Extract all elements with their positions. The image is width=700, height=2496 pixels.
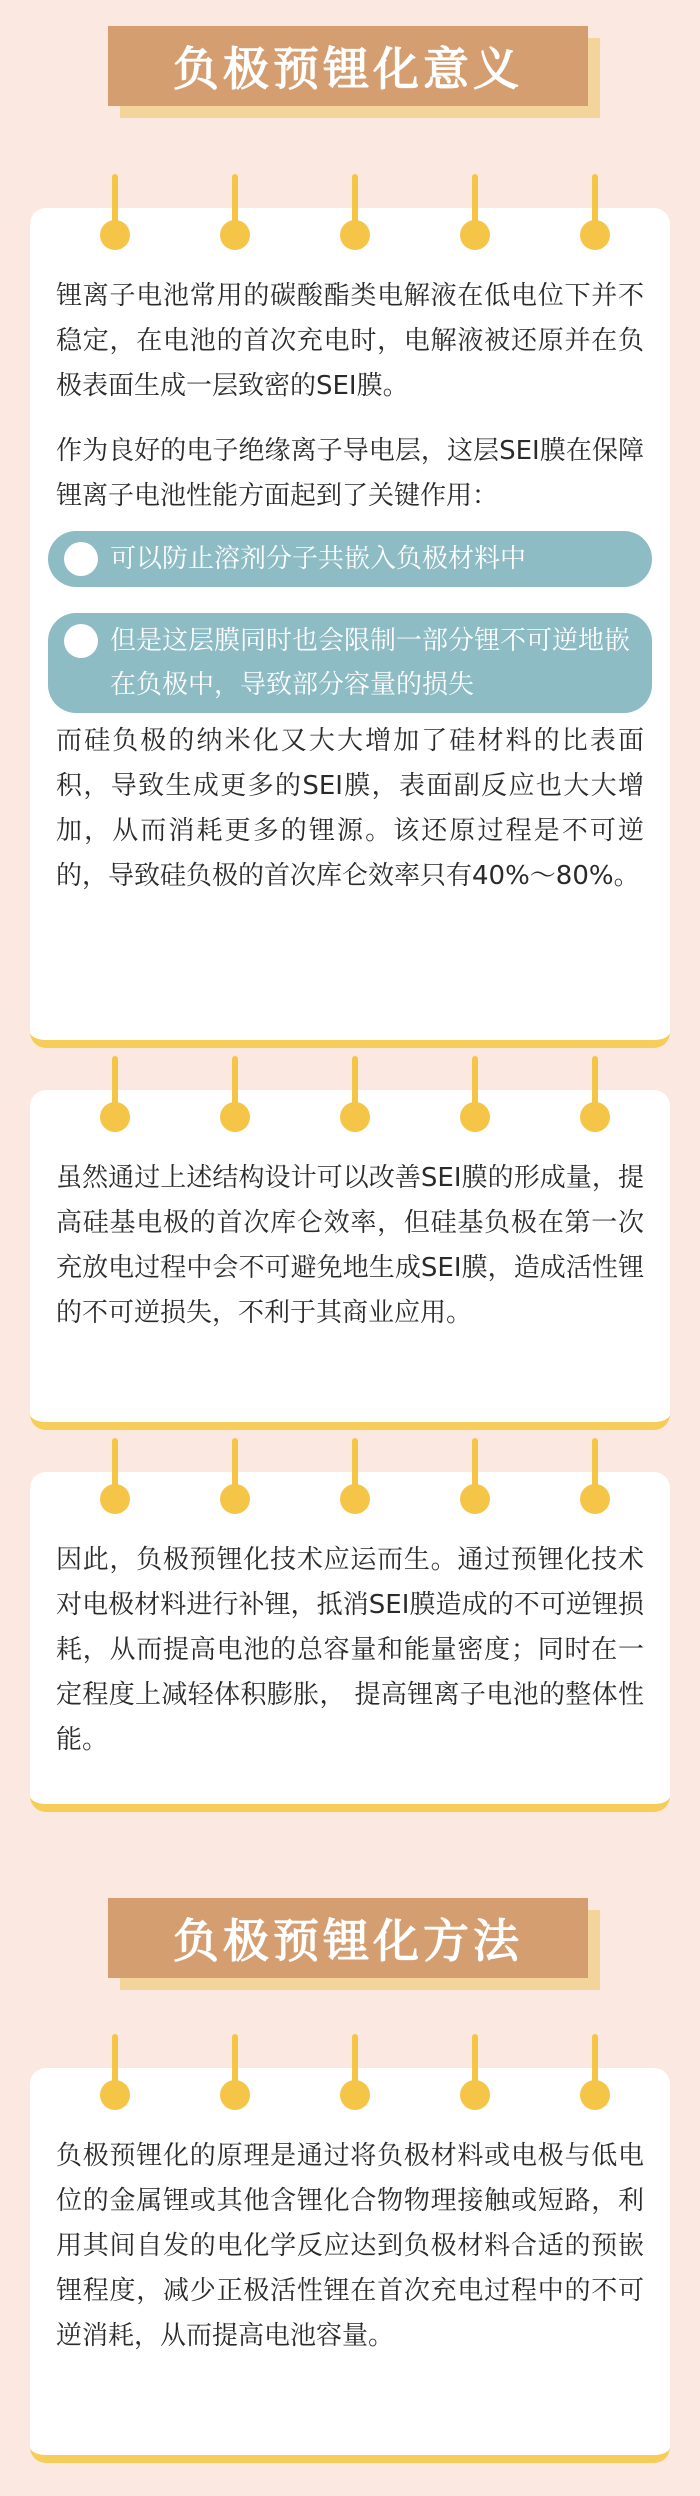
paragraph: 而硅负极的纳米化又大大增加了硅材料的比表面积，导致生成更多的SEI膜，表面副反应也大大增加，从而消耗更多的锂源。该还原过程是不可逆的，导致硅负极的首次库仑效率只有40%〜80%。: [56, 726, 644, 891]
bullet-text: 但是这层膜同时也会限制一部分锂不可逆地嵌在负极中，导致部分容量的损失: [110, 626, 631, 700]
bullet-text: 可以防止溶剂分子共嵌入负极材料中: [110, 544, 527, 574]
content-card-1: [30, 208, 670, 1048]
paragraph: 作为良好的电子绝缘离子导电层，这层SEI膜在保障锂离子电池性能方面起到了关键作用：: [56, 436, 644, 511]
section-title-text: 负极预锂化意义: [108, 26, 588, 106]
content-card-3: [30, 1472, 670, 1812]
binder-rings: [30, 174, 670, 254]
content-card-4: [30, 2068, 670, 2463]
paragraph: 虽然通过上述结构设计可以改善SEI膜的形成量，提高硅基电极的首次库仑效率，但硅基负极在第一次充放电过程中会不可避免地生成SEI膜，造成活性锂的不可逆损失，不利于其商业应用。: [56, 1163, 644, 1328]
section-title-text: 负极预锂化方法: [108, 1898, 588, 1978]
binder-rings: [30, 1056, 670, 1136]
content-card-2: [30, 1090, 670, 1430]
bullet-item: [48, 613, 652, 713]
paragraph: 锂离子电池常用的碳酸酯类电解液在低电位下并不稳定，在电池的首次充电时，电解液被还原并在负极表面生成一层致密的SEI膜。: [56, 281, 644, 401]
paragraph: 负极预锂化的原理是通过将负极材料或电极与低电位的金属锂或其他含锂化合物物理接触或短路，利用其间自发的电化学反应达到负极材料合适的预嵌锂程度，减少正极活性锂在首次充电过程中的不可逆消耗，从而提高电池容量。: [56, 2141, 644, 2351]
bullet-item: [48, 531, 652, 587]
bullet-dot-icon: [64, 542, 98, 576]
binder-rings: [30, 2034, 670, 2114]
binder-rings: [30, 1438, 670, 1518]
paragraph: 因此，负极预锂化技术应运而生。通过预锂化技术对电极材料进行补锂，抵消SEI膜造成的不可逆锂损耗，从而提高电池的总容量和能量密度；同时在一定程度上减轻体积膨胀， 提高锂离子电池的整体性能。: [56, 1545, 644, 1755]
bullet-dot-icon: [64, 624, 98, 658]
